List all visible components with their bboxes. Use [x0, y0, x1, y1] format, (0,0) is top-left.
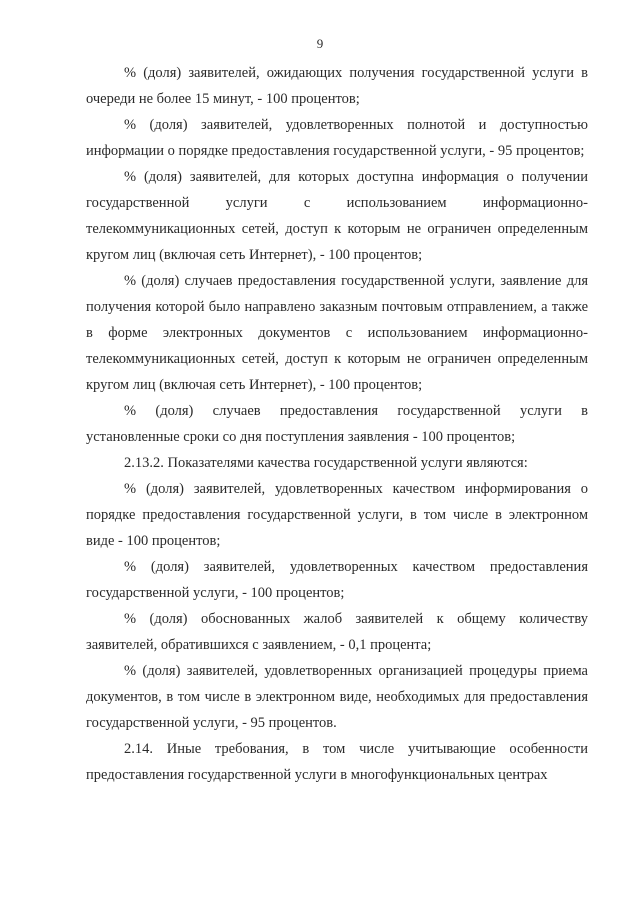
page-number: 9: [316, 36, 324, 51]
paragraph-service-quality: % (доля) заявителей, удовлетворенных качеством предоставления государственной услуги, - 100 процентов;: [86, 559, 588, 601]
document-body: [86, 60, 588, 788]
paragraph-reception: % (доля) заявителей, удовлетворенных организацией процедуры приема документов, в том числе в электронном виде, необходимых для предоставления государственной услуги, - 95 процентов.: [86, 663, 588, 731]
paragraph-info-completeness: % (доля) заявителей, удовлетворенных полнотой и доступностью информации о порядке предоставления государственной услуги, - 95 процентов;: [86, 117, 588, 159]
section-heading-2-14: 2.14. Иные требования, в том числе учитывающие особенности предоставления государственной услуги в многофункциональных центрах: [86, 741, 588, 783]
paragraph-deadlines: % (доля) случаев предоставления государственной услуги в установленные сроки со дня поступления заявления - 100 процентов;: [86, 403, 588, 445]
paragraph-mail-electronic: % (доля) случаев предоставления государственной услуги, заявление для получения которой было направлено заказным почтовым отправлением, а также в форме электронных документов с использованием информационно-телекоммуникационных сетей, доступ к которым не ограничен определенным кругом лиц (включая сеть Интернет), - 100 процентов;: [86, 273, 588, 393]
paragraph-complaints: % (доля) обоснованных жалоб заявителей к общему количеству заявителей, обратившихся с заявлением, - 0,1 процента;: [86, 611, 588, 653]
paragraph-wait-time: % (доля) заявителей, ожидающих получения государственной услуги в очереди не более 15 минут, - 100 процентов;: [86, 65, 588, 107]
paragraph-online-info: % (доля) заявителей, для которых доступна информация о получении государственной услуги с использованием информационно-телекоммуникационных сетей, доступ к которым не ограничен определенным кругом лиц (включая сеть Интернет), - 100 процентов;: [86, 169, 588, 263]
paragraph-info-quality: % (доля) заявителей, удовлетворенных качеством информирования о порядке предоставления государственной услуги, в том числе в электронном виде - 100 процентов;: [86, 481, 588, 549]
section-heading-2-13-2: 2.13.2. Показателями качества государственной услуги являются:: [124, 455, 528, 471]
